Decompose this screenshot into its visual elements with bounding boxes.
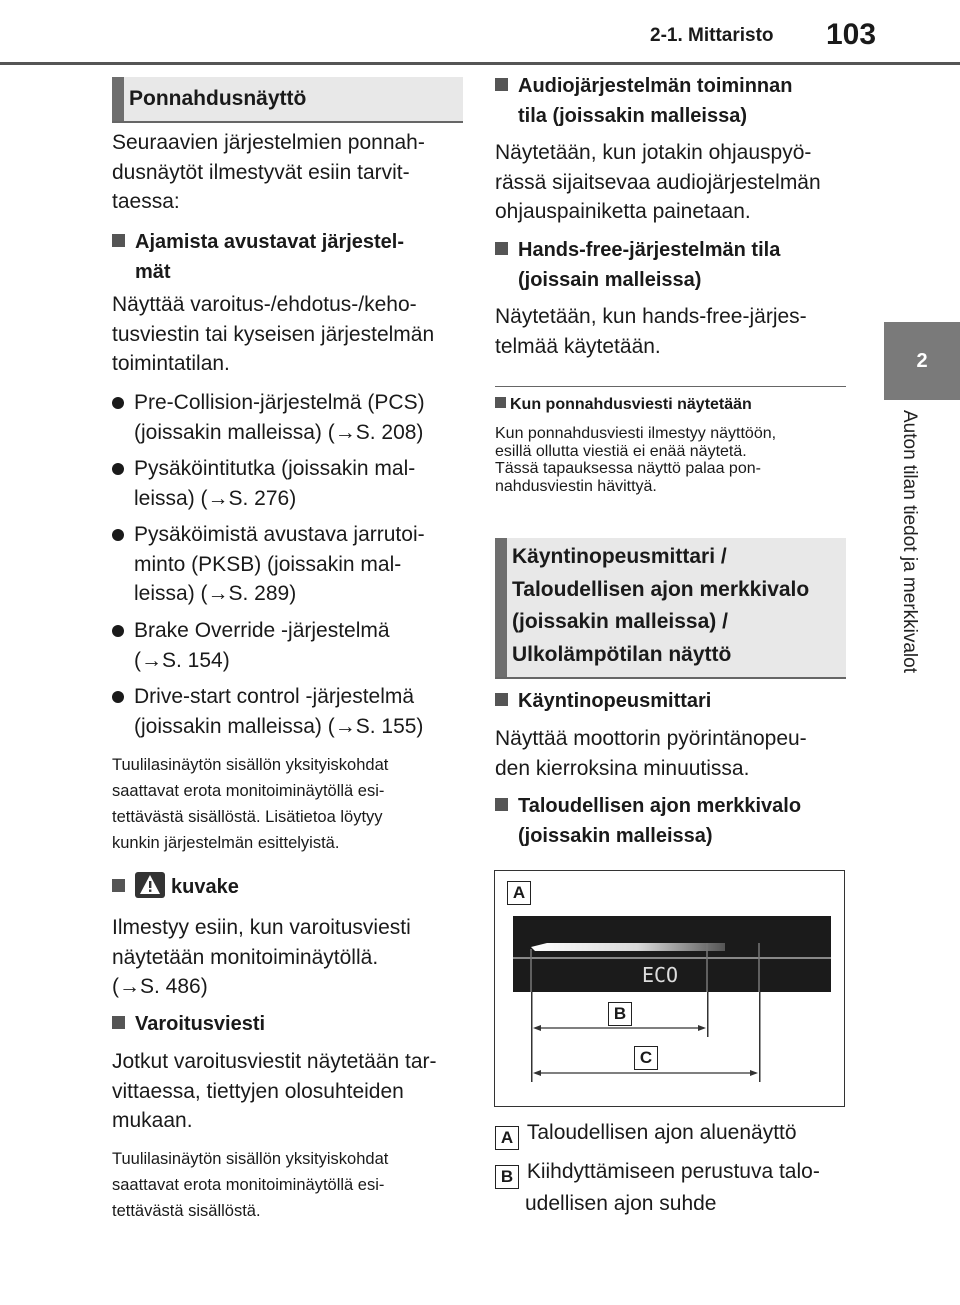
text-line: Kun ponnahdusviesti ilmestyy näyttöön, xyxy=(495,425,777,442)
legend-text: udellisen ajon suhde xyxy=(525,1192,717,1215)
handsfree-status-paragraph xyxy=(495,302,845,361)
subheading-warning-message xyxy=(112,1009,462,1039)
legend-item-b xyxy=(495,1157,845,1219)
subheading-audio-status xyxy=(495,71,845,131)
section-heading-popup xyxy=(112,77,463,123)
note-divider xyxy=(495,386,846,387)
page-number: 103 xyxy=(826,18,877,51)
text-line: Näyttää moottorin pyörintänopeu- xyxy=(495,727,807,750)
text-line: (joissakin malleissa) (→S. 155) xyxy=(134,714,424,738)
legend-text: Kiihdyttämiseen perustuva talo- xyxy=(526,1160,820,1183)
list-item xyxy=(112,520,462,609)
text-line: Pysäköimistä avustava jarrutoi- xyxy=(134,523,425,546)
section-heading-text xyxy=(512,541,809,671)
chapter-tab-title: Auton tilan tiedot ja merkkivalot xyxy=(899,410,920,673)
text-line: rässä sijaitsevaa audiojärjestelmän xyxy=(495,170,821,194)
text-line: tettävästä sisällöstä. Lisätietoa löytyy xyxy=(112,808,383,826)
text-line: minto (PKSB) (joissakin mal- xyxy=(134,552,402,576)
square-bullet-icon xyxy=(495,798,508,811)
square-bullet-icon xyxy=(112,234,125,247)
note-heading xyxy=(495,396,846,414)
text-line: saattavat erota monitoiminäytöllä esi- xyxy=(112,1176,385,1194)
text-line: leissa) (→S. 289) xyxy=(134,582,297,605)
text-line: tettävästä sisällöstä. xyxy=(112,1202,261,1220)
eco-text: ECO xyxy=(641,963,679,987)
note-paragraph xyxy=(495,425,846,495)
legend-label: A xyxy=(495,1126,519,1150)
list-item xyxy=(112,454,462,513)
text-line: Pre-Collision-järjestelmä (PCS) xyxy=(134,391,425,414)
subheading-text: Käyntinopeusmittari xyxy=(518,690,712,712)
text-line: dusnäytöt ilmestyvät esiin tarvit- xyxy=(112,160,410,184)
text-line: Näytetään, kun hands-free-järjes- xyxy=(495,305,807,328)
square-bullet-icon xyxy=(495,693,508,706)
text-line: (→S. 154) xyxy=(134,648,230,672)
subheading-eco-indicator xyxy=(495,791,845,851)
text-line: vittaessa, tiettyjen olosuhteiden xyxy=(112,1079,404,1103)
subheading-text: Hands-free-järjestelmän tila xyxy=(518,239,781,261)
bullet-dot-icon xyxy=(112,397,124,409)
figure-label-b: B xyxy=(608,1002,632,1026)
warning-message-paragraph xyxy=(112,1047,462,1136)
text-line: Seuraavien järjestelmien ponnah- xyxy=(112,131,425,154)
text-line: Käyntinopeusmittari / xyxy=(512,545,727,568)
chapter-tab-number: 2 xyxy=(916,349,928,372)
square-bullet-icon xyxy=(495,78,508,91)
subheading-driving-assist xyxy=(112,227,462,287)
subheading-text: Audiojärjestelmän toiminnan xyxy=(518,75,793,97)
subheading-text: Ajamista avustavat järjestel- xyxy=(135,231,405,253)
text-line: Tuulilasinäytön sisällön yksityiskohdat xyxy=(112,1150,389,1168)
text-line: Ulkolämpötilan näyttö xyxy=(512,642,732,666)
section-heading-text: Ponnahdusnäyttö xyxy=(129,87,307,110)
figure-label-c: C xyxy=(634,1046,658,1070)
square-bullet-icon xyxy=(495,242,508,255)
text-line: den kierroksina minuutissa. xyxy=(495,756,750,780)
text-line: telmää käytetään. xyxy=(495,334,661,358)
subheading-tachometer xyxy=(495,686,845,716)
square-bullet-icon xyxy=(112,1016,125,1029)
note-heading-text: Kun ponnahdusviesti näytetään xyxy=(510,396,752,413)
text-line: Näyttää varoitus-/ehdotus-/keho- xyxy=(112,293,417,316)
bullet-dot-icon xyxy=(112,691,124,703)
warning-icon-paragraph xyxy=(112,913,462,1002)
square-bullet-icon xyxy=(112,879,125,892)
text-line: Tässä tapauksessa näyttö palaa pon- xyxy=(495,460,761,477)
subheading-text: (joissakin malleissa) xyxy=(518,825,713,847)
text-line: (→S. 486) xyxy=(112,975,208,998)
text-line: Tuulilasinäytön sisällön yksityiskohdat xyxy=(112,756,389,774)
subheading-text: Varoitusviesti xyxy=(135,1013,266,1035)
section-heading-bar xyxy=(112,77,124,121)
bullet-dot-icon xyxy=(112,625,124,637)
driving-assist-paragraph xyxy=(112,290,462,379)
subheading-text: mät xyxy=(135,261,171,283)
text-line: saattavat erota monitoiminäytöllä esi- xyxy=(112,782,385,800)
list-item xyxy=(112,616,462,675)
intro-paragraph xyxy=(112,128,462,217)
text-line: (joissakin malleissa) (→S. 208) xyxy=(134,420,424,444)
list-item xyxy=(112,682,462,741)
text-line: (joissakin malleissa) / xyxy=(512,610,728,633)
text-line: Brake Override -järjestelmä xyxy=(134,619,390,642)
text-line: esillä ollutta viestiä ei enää näytetä. xyxy=(495,442,747,460)
subheading-text: tila (joissakin malleissa) xyxy=(518,105,747,127)
square-bullet-icon xyxy=(495,397,506,408)
legend-label: B xyxy=(495,1165,519,1189)
eco-indicator-illustration xyxy=(495,871,843,1105)
text-line: Näytetään, kun jotakin ohjauspyö- xyxy=(495,141,812,164)
text-line: Drive-start control -järjestelmä xyxy=(134,685,415,708)
text-line: Pysäköintitutka (joissakin mal- xyxy=(134,457,416,480)
list-item xyxy=(112,388,462,447)
legend-text: Taloudellisen ajon aluenäyttö xyxy=(526,1121,797,1144)
text-line: taessa: xyxy=(112,190,180,213)
subheading-text: kuvake xyxy=(171,876,239,898)
text-line: Ilmestyy esiin, kun varoitusviesti xyxy=(112,916,411,939)
section-heading-tachometer xyxy=(495,538,846,679)
subheading-text: (joissain malleissa) xyxy=(518,269,702,291)
bullet-dot-icon xyxy=(112,463,124,475)
text-line: kunkin järjestelmän esittelyistä. xyxy=(112,834,340,852)
text-line: Jotkut varoitusviestit näytetään tar- xyxy=(112,1050,437,1073)
tachometer-paragraph xyxy=(495,724,845,783)
text-line: mukaan. xyxy=(112,1109,193,1132)
text-line: ohjauspainiketta painetaan. xyxy=(495,200,751,223)
text-line: Taloudellisen ajon merkkivalo xyxy=(512,577,810,601)
text-line: näytetään monitoiminäytöllä. xyxy=(112,945,379,969)
subheading-warning-icon xyxy=(112,872,462,902)
text-line: leissa) (→S. 276) xyxy=(134,486,297,510)
chapter-tab xyxy=(884,322,960,400)
note-paragraph xyxy=(112,1146,462,1224)
text-line: toimintatilan. xyxy=(112,352,230,375)
section-heading-bar xyxy=(495,538,507,677)
text-line: tusviestin tai kyseisen järjestelmän xyxy=(112,322,435,346)
legend-item-a xyxy=(495,1118,845,1150)
chapter-title: 2-1. Mittaristo xyxy=(650,25,774,46)
subheading-text: Taloudellisen ajon merkkivalo xyxy=(518,795,802,817)
eco-indicator-figure xyxy=(494,870,845,1107)
header-rule xyxy=(0,62,960,65)
subheading-handsfree-status xyxy=(495,235,845,295)
note-paragraph xyxy=(112,752,462,856)
audio-status-paragraph xyxy=(495,138,845,227)
bullet-dot-icon xyxy=(112,529,124,541)
figure-label-a: A xyxy=(507,881,531,905)
warning-triangle-icon xyxy=(135,872,165,898)
text-line: nahdusviestin hävittyä. xyxy=(495,477,657,495)
